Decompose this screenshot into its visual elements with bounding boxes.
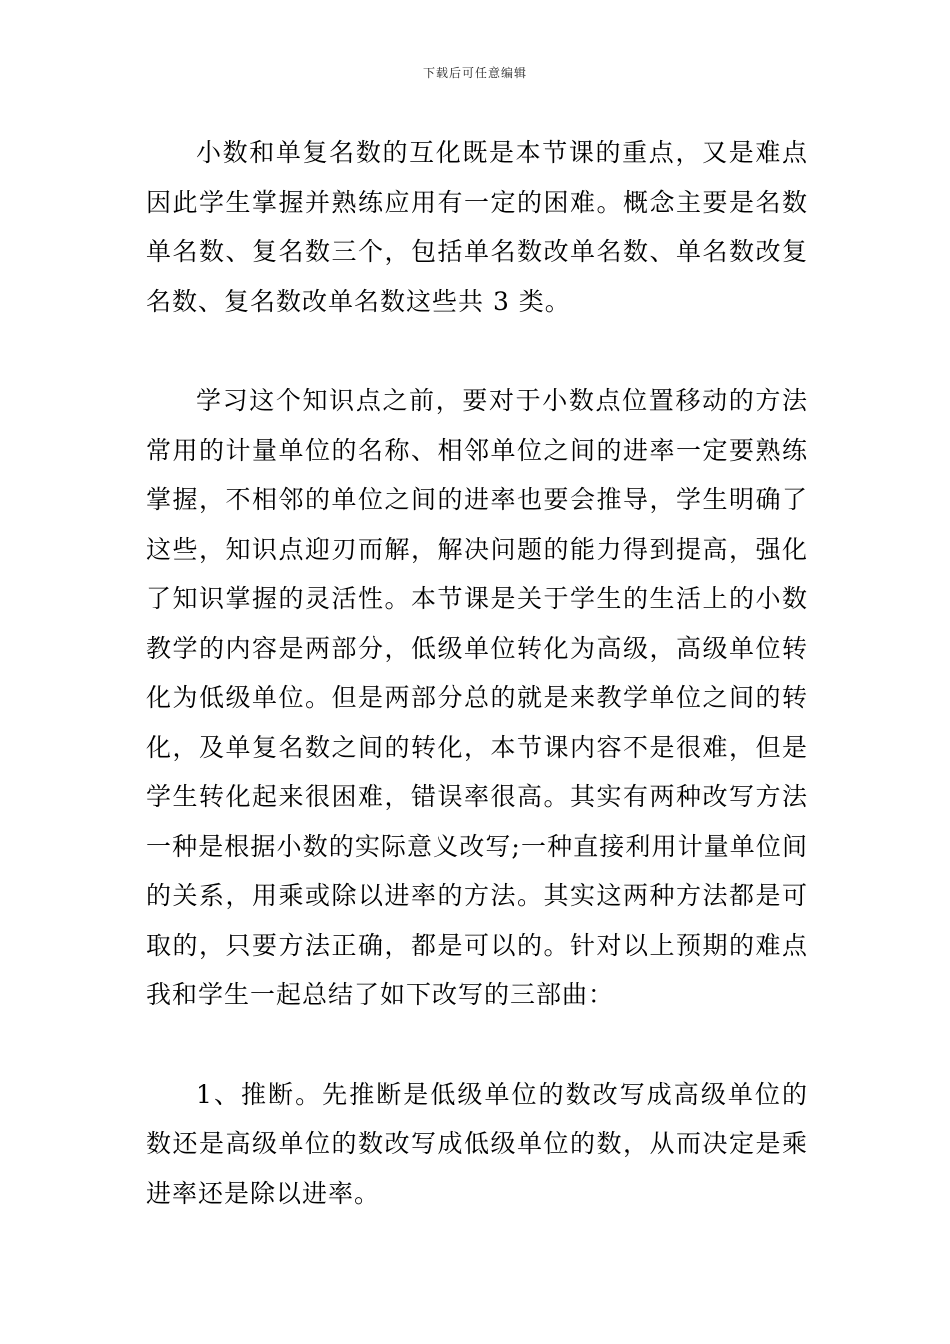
paragraph-3: 1、推断。先推断是低级单位的数改写成高级单位的数还是高级单位的数改写成低级单位的数，从而决定是乘进率还是除以进率。 — [146, 1079, 808, 1208]
document-body — [146, 128, 808, 1218]
paragraph-1: 小数和单复名数的互化既是本节课的重点，又是难点因此学生掌握并熟练应用有一定的困难。概念主要是名数单名数、复名数三个，包括单名数改单名数、单名数改复名数、复名数改单名数这些共 3 类。 — [146, 138, 808, 316]
paragraph-2: 学习这个知识点之前，要对于小数点位置移动的方法常用的计量单位的名称、相邻单位之间的进率一定要熟练掌握，不相邻的单位之间的进率也要会推导，学生明确了这些，知识点迎刃而解，解决问题的能力得到提高，强化了知识掌握的灵活性。本节课是关于学生的生活上的小数教学的内容是两部分，低级单位转化为高级，高级单位转化为低级单位。但是两部分总的就是来教学单位之间的转化，及单复名数之间的转化，本节课内容不是很难，但是学生转化起来很困难，错误率很高。其实有两种改写方法一种是根据小数的实际意义改写;一种直接利用计量单位间的关系，用乘或除以进率的方法。其实这两种方法都是可取的，只要方法正确，都是可以的。针对以上预期的难点我和学生一起总结了如下改写的三部曲： — [146, 386, 808, 1009]
page-header: 下载后可任意编辑 — [422, 66, 527, 80]
